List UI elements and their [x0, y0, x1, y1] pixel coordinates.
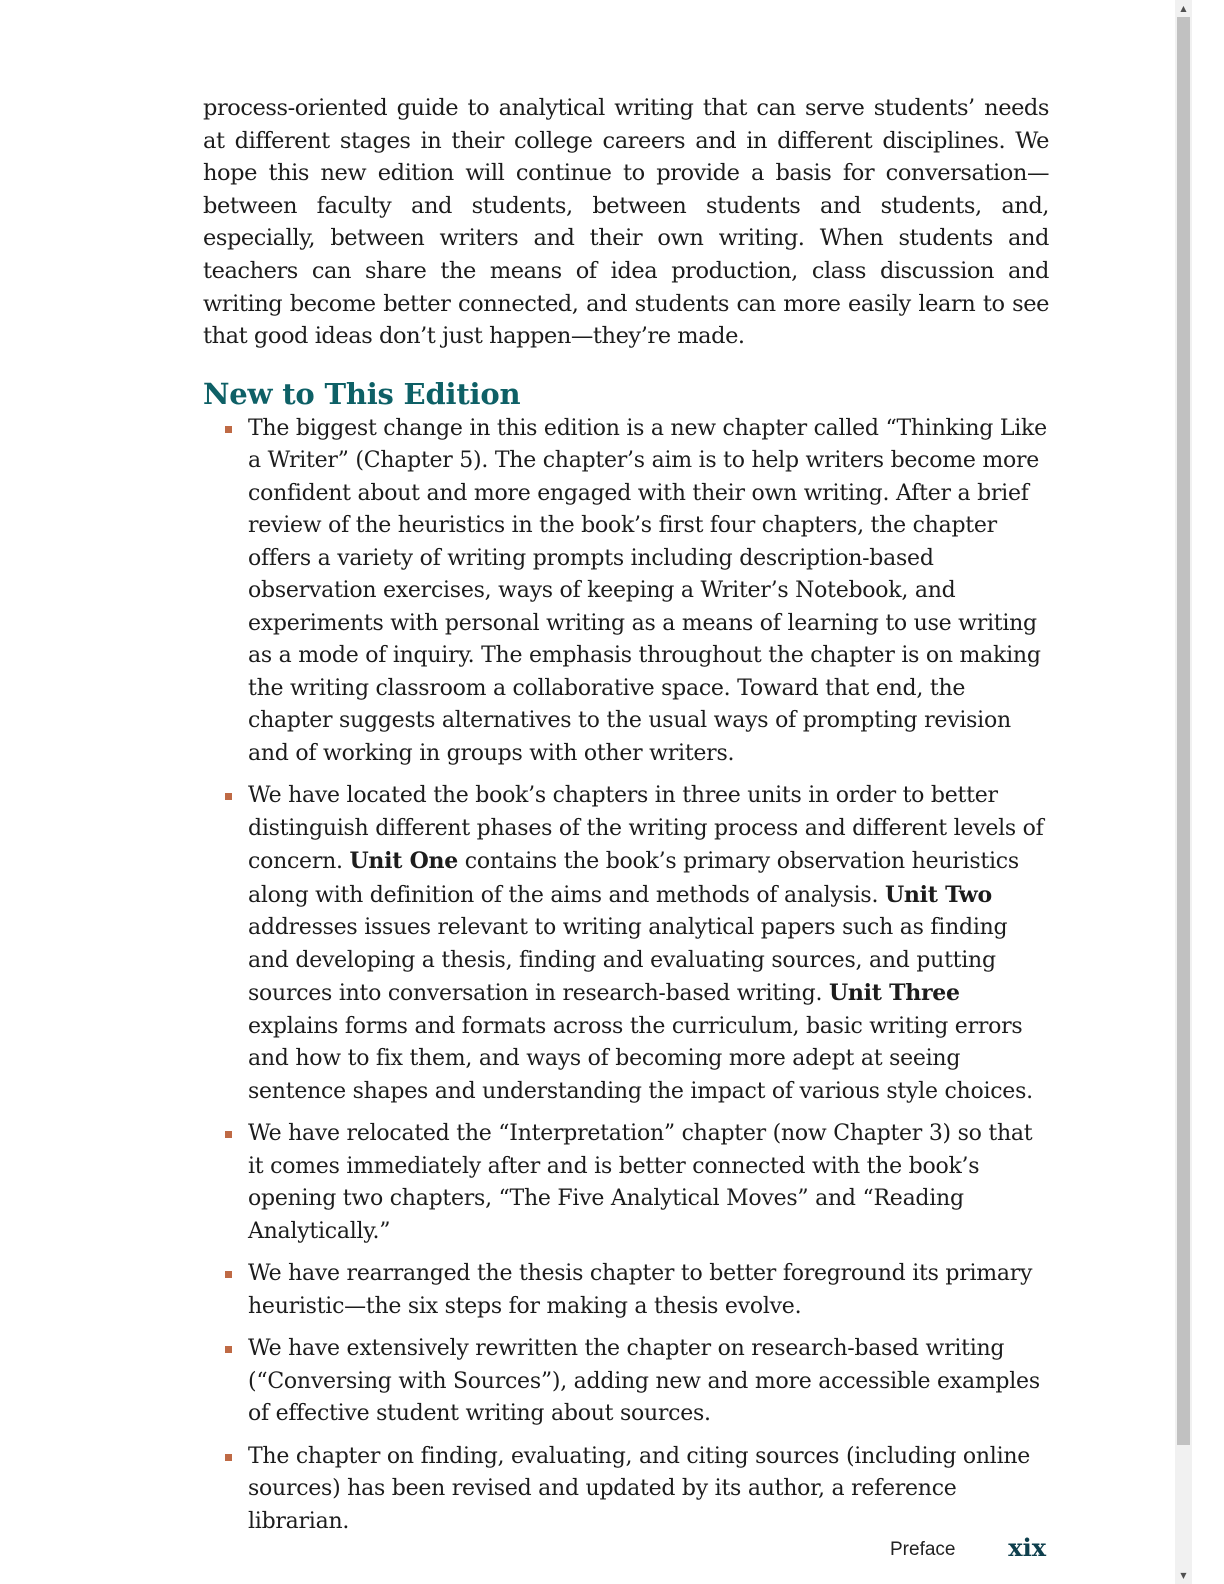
- square-bullet-icon: [225, 793, 232, 800]
- square-bullet-icon: [225, 426, 232, 433]
- document-page: [203, 92, 1049, 1538]
- list-item-text: We have extensively rewritten the chapter on research-based writing (“Conversing with Sources”), adding new and more accessible examples of effective student writing about sources.: [248, 1336, 1040, 1427]
- unit-three-label: Unit Three: [828, 980, 960, 1007]
- text-run: explains forms and formats across the curriculum, basic writing errors and how to fix them, and ways of becoming more adept at seeing sentence shapes and understanding the impact of various style choices.: [248, 1013, 1033, 1104]
- intro-paragraph: process-oriented guide to analytical writing that can serve students’ needs at different stages in their college careers and in different disciplines. We hope this new edition will continue to provide a basis for conversation—between faculty and students, between students and students, and, especially, between writers and their own writing. When students and teachers can share the means of idea production, class discussion and writing become better connected, and students can more easily learn to see that good ideas don’t just happen—they’re made.: [203, 95, 1049, 350]
- square-bullet-icon: [225, 1346, 232, 1353]
- list-item: [203, 1441, 1049, 1539]
- list-item: [203, 780, 1049, 1108]
- list-item: [203, 1118, 1049, 1248]
- section-heading: New to This Edition: [203, 376, 521, 411]
- list-item-text: The biggest change in this edition is a new chapter called “Thinking Like a Writer” (Chapter 5). The chapter’s aim is to help writers become more confident about and more engaged with their own writing. After a brief review of the heuristics in the book’s first four chapters, the chapter offers a variety of writing prompts including description-based observation exercises, ways of keeping a Writer’s Notebook, and experiments with personal writing as a means of learning to use writing as a mode of inquiry. The emphasis throughout the chapter is on making the writing classroom a collaborative space. Toward that end, the chapter suggests alternatives to the usual ways of prompting revision and of working in groups with other writers.: [248, 415, 1047, 766]
- square-bullet-icon: [225, 1131, 232, 1138]
- text-run: contains the book’s primary observation heuristics along with definition of the aims and methods of analysis.: [248, 849, 1019, 908]
- page-number: xix: [1008, 1533, 1046, 1562]
- list-item-text: [248, 783, 1044, 1104]
- list-item-text: We have relocated the “Interpretation” chapter (now Chapter 3) so that it comes immediately after and is better connected with the book’s opening two chapters, “The Five Analytical Moves” and “Reading Analytically.”: [248, 1121, 1033, 1244]
- unit-one-label: Unit One: [349, 848, 459, 875]
- square-bullet-icon: [225, 1454, 232, 1461]
- scrollbar-thumb[interactable]: [1177, 17, 1190, 1445]
- list-item-text: The chapter on finding, evaluating, and citing sources (including online sources) has been revised and updated by its author, a reference librarian.: [248, 1443, 1031, 1534]
- scroll-up-arrow-icon[interactable]: ▲: [1180, 4, 1187, 13]
- list-item: [203, 1258, 1049, 1323]
- bullet-list: [203, 413, 1049, 1539]
- list-item-text: We have rearranged the thesis chapter to better foreground its primary heuristic—the six steps for making a thesis evolve.: [248, 1261, 1033, 1319]
- square-bullet-icon: [225, 1271, 232, 1278]
- text-run: addresses issues relevant to writing analytical papers such as finding and developing a thesis, finding and evaluating sources, and putting sources into conversation in research-based writing.: [248, 915, 1008, 1007]
- scroll-down-arrow-icon[interactable]: ▼: [1180, 1571, 1187, 1580]
- vertical-scrollbar[interactable]: [1175, 0, 1192, 1584]
- text-run: We have located the book’s chapters in three units in order to better distinguish different phases of the writing process and different levels of concern.: [248, 783, 1044, 875]
- page-footer: [880, 1532, 1050, 1568]
- list-item: [203, 1333, 1049, 1431]
- running-footer-label: Preface: [890, 1539, 956, 1560]
- list-item: [203, 413, 1049, 771]
- unit-two-label: Unit Two: [884, 881, 992, 908]
